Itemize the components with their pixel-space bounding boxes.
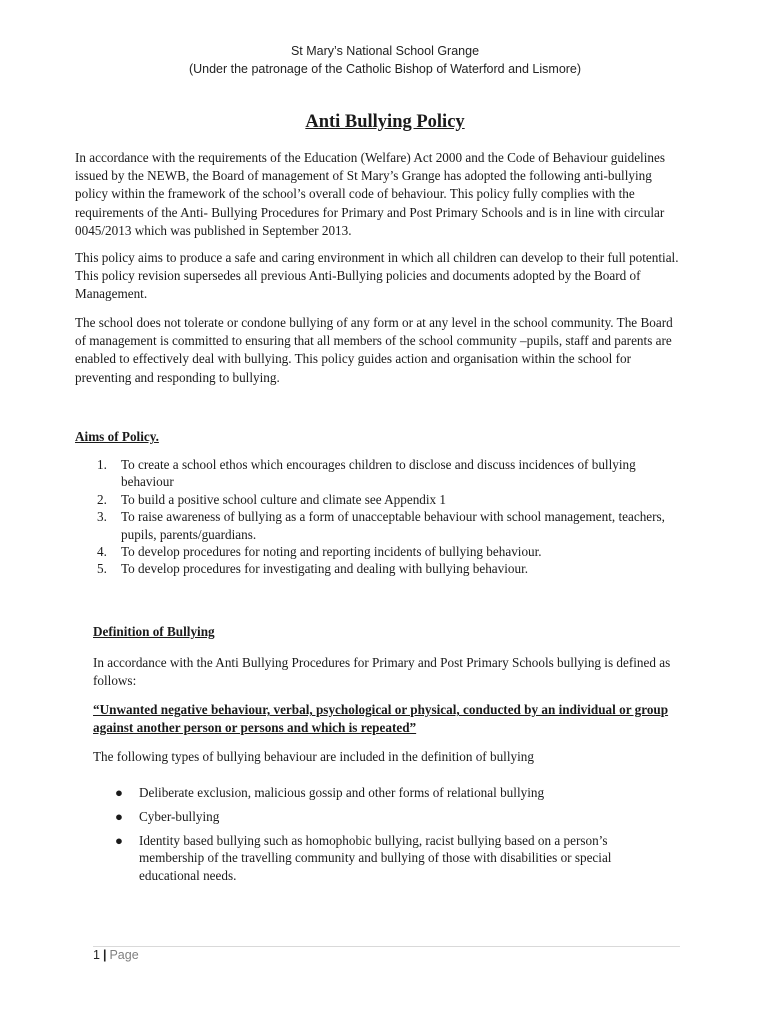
list-item-text: To raise awareness of bullying as a form of unacceptable behaviour with school management, teachers, pupils, parents/guardians. (121, 509, 665, 542)
list-item (75, 491, 685, 508)
list-item-text: Deliberate exclusion, malicious gossip and other forms of relational bullying (139, 785, 545, 800)
list-item-text: Cyber-bullying (139, 808, 220, 824)
school-name: St Mary’s National School Grange (290, 44, 480, 58)
bullet-icon: ● (115, 785, 123, 800)
list-item-text: To develop procedures for noting and reporting incidents of bullying behaviour. (121, 544, 542, 560)
list-item (93, 784, 653, 801)
list-number: 1. (97, 457, 107, 472)
footer-divider (93, 946, 680, 947)
bullet-icon: ● (115, 832, 123, 848)
definition-intro: In accordance with the Anti Bullying Procedures for Primary and Post Primary Schools bullying is defined as follows: (93, 655, 671, 689)
intro-paragraph-2: This policy aims to produce a safe and caring environment in which all children can develop to their full potential. This policy revision supersedes all previous Anti-Bullying policies and documents adopted by the Board of Management. (75, 250, 679, 302)
list-item (93, 832, 653, 884)
list-item-text: To develop procedures for investigating and dealing with bullying behaviour. (121, 561, 529, 577)
letterhead (0, 42, 770, 78)
list-number: 4. (97, 544, 107, 560)
aims-heading: Aims of Policy. (75, 429, 159, 444)
definition-heading: Definition of Bullying (93, 624, 215, 639)
bullying-types-list (93, 784, 653, 891)
page-title: Anti Bullying Policy (305, 112, 465, 132)
page-label: Page (109, 948, 139, 962)
list-item (75, 456, 685, 491)
list-item (75, 543, 685, 560)
definition-quote: “Unwanted negative behaviour, verbal, psychological or physical, conducted by an individual or group against another person or persons and which is repeated” (93, 702, 669, 736)
list-item (75, 508, 685, 543)
list-item (93, 808, 653, 825)
page-footer (93, 948, 139, 962)
list-number: 5. (97, 561, 107, 577)
bullet-icon: ● (115, 808, 123, 824)
list-number: 3. (97, 509, 107, 525)
intro-paragraph-1: In accordance with the requirements of the Education (Welfare) Act 2000 and the Code of Behaviour guidelines issued by the NEWB, the Board of management of St Mary’s Grange has adopted the following anti-bullying policy within the framework of the school’s overall code of behaviour. This policy fully complies with the requirements of the Anti- Bullying Procedures for Primary and Post Primary Schools and is in line with circular 0045/2013 which was published in September 2013. (75, 150, 665, 238)
footer-separator: | (102, 948, 107, 962)
types-intro: The following types of bullying behaviour are included in the definition of bullying (93, 749, 534, 764)
list-item-text: To build a positive school culture and climate see Appendix 1 (121, 491, 447, 507)
page-number: 1 (93, 948, 100, 962)
list-number: 2. (97, 491, 107, 507)
list-item-text: Identity based bullying such as homophobic bullying, racist bullying based on a person’s membership of the travelling community and bullying of those with disabilities or special educational needs. (139, 832, 612, 883)
aims-list (75, 456, 685, 578)
list-item-text: To create a school ethos which encourages children to disclose and discuss incidences of bullying behaviour (121, 457, 636, 490)
patronage-line: (Under the patronage of the Catholic Bishop of Waterford and Lismore) (188, 62, 582, 76)
list-item (75, 560, 685, 577)
intro-paragraph-3: The school does not tolerate or condone bullying of any form or at any level in the school community. The Board of management is committed to ensuring that all members of the school community –pupils, staff and parents are enabled to effectively deal with bullying. This policy guides action and organisation within the school for preventing and responding to bullying. (75, 315, 673, 385)
